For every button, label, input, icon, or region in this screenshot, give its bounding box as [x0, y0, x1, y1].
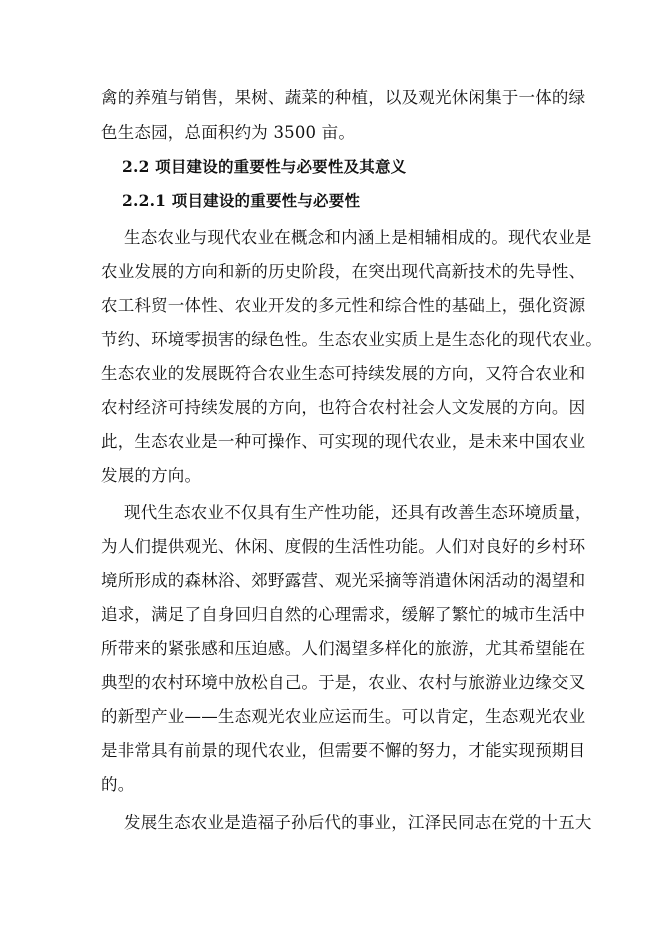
paragraph-line: 生态农业的发展既符合农业生态可持续发展的方向，又符合农业和 [101, 364, 586, 383]
paragraph-line: 为人们提供观光、休闲、度假的生活性功能。人们对良好的乡村环 [101, 537, 586, 556]
paragraph-line: 农村经济可持续发展的方向，也符合农村社会人文发展的方向。因 [101, 398, 586, 417]
paragraph-line: 现代生态农业不仅具有生产性功能，还具有改善生态环境质量， [124, 503, 592, 522]
paragraph-line: 生态农业与现代农业在概念和内涵上是相辅相成的。现代农业是 [124, 228, 592, 247]
paragraph-line: 农工科贸一体性、农业开发的多元性和综合性的基础上，强化资源 [101, 296, 586, 315]
paragraph-line: 的新型产业——生态观光农业应运而生。可以肯定，生态观光农业 [101, 707, 586, 726]
paragraph-line: 发展的方向。 [101, 466, 202, 485]
section-heading: 2.2 项目建设的重要性与必要性及其意义 [122, 157, 407, 176]
paragraph-line: 典型的农村环境中放松自己。于是，农业、农村与旅游业边缘交叉 [101, 673, 586, 692]
subsection-heading: 2.2.1 项目建设的重要性与必要性 [122, 191, 361, 210]
paragraph-line: 节约、环境零损害的绿色性。生态农业实质上是生态化的现代农业。 [101, 330, 602, 349]
paragraph-line: 追求，满足了自身回归自然的心理需求，缓解了繁忙的城市生活中 [101, 605, 586, 624]
paragraph-line: 此，生态农业是一种可操作、可实现的现代农业，是未来中国农业 [101, 432, 586, 451]
paragraph-line: 的。 [101, 775, 135, 794]
intro-line: 色生态园，总面积约为 3500 亩。 [101, 123, 356, 142]
paragraph-line: 发展生态农业是造福子孙后代的事业，江泽民同志在党的十五大 [124, 813, 592, 832]
paragraph-line: 境所形成的森林浴、郊野露营、观光采摘等消遣休闲活动的渴望和 [101, 571, 586, 590]
paragraph-line: 是非常具有前景的现代农业，但需要不懈的努力，才能实现预期目 [101, 741, 586, 760]
paragraph-line: 农业发展的方向和新的历史阶段，在突出现代高新技术的先导性、 [101, 262, 586, 281]
paragraph-line: 所带来的紧张感和压迫感。人们渴望多样化的旅游，尤其希望能在 [101, 639, 586, 658]
intro-line: 禽的养殖与销售，果树、蔬菜的种植，以及观光休闲集于一体的绿 [101, 88, 586, 107]
